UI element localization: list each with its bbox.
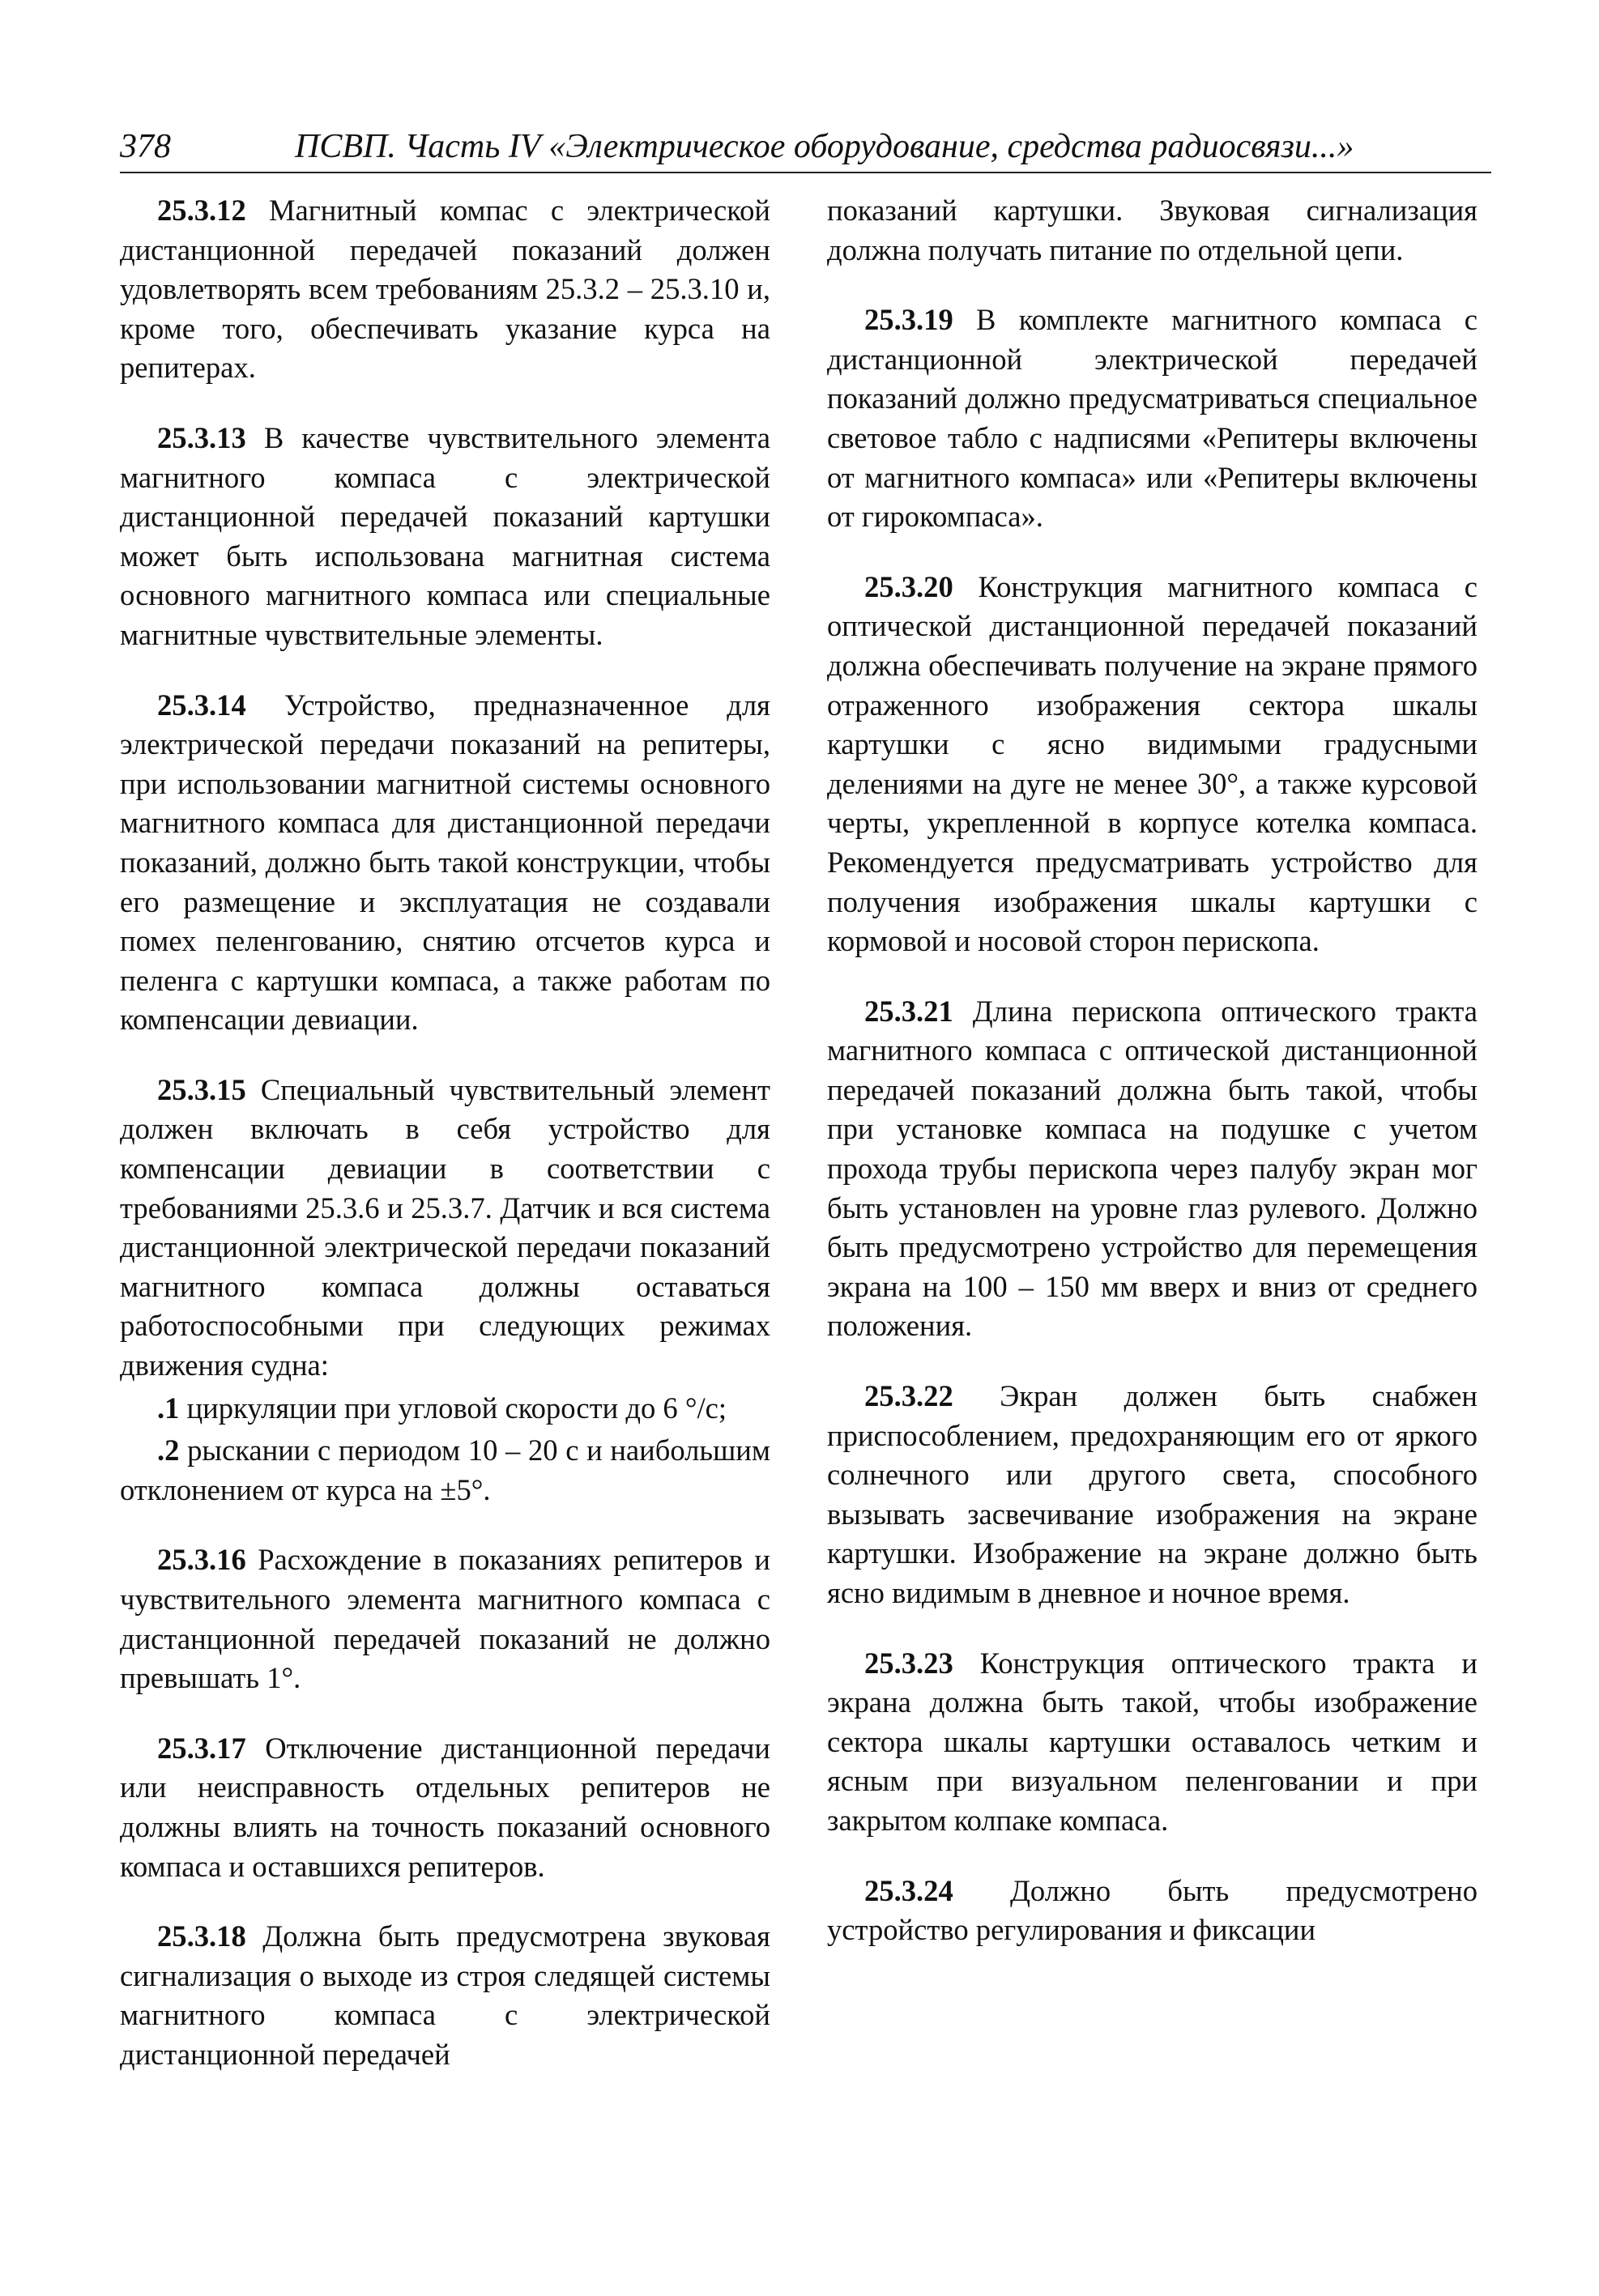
clause-number: 25.3.18 (157, 1919, 246, 1953)
list-item-2 (120, 1431, 770, 1510)
running-title: ПСВП. Часть IV «Электрическое оборудование, средства радиосвязи...» (295, 128, 1354, 165)
clause-number: 25.3.12 (157, 194, 246, 227)
clause-number: 25.3.19 (864, 303, 953, 337)
clause-number: 25.3.13 (157, 420, 246, 454)
clause-25-3-24 (827, 1872, 1477, 1950)
clause-text: показаний картушки. Звуковая сигнализация должна получать питание по отдельной цепи. (827, 194, 1477, 266)
clause-text: Экран должен быть снабжен приспособлением, предохраняющим его от яркого солнечного или другого света, способного вызывать засвечивание изображения на экране картушки. Изображение на экране должно быть ясно видимым в дневное и ночное время. (827, 1379, 1477, 1609)
list-item-text: рыскании с периодом 10 – 20 с и наибольшим отклонением от курса на ±5°. (120, 1433, 770, 1506)
list-item-text: циркуляции при угловой скорости до 6 °/с; (179, 1391, 727, 1425)
list-item-1 (120, 1389, 770, 1429)
page-number: 378 (120, 128, 171, 165)
left-column (120, 191, 770, 2106)
clause-25-3-21 (827, 992, 1477, 1346)
clause-25-3-17 (120, 1729, 770, 1886)
clause-text: Длина перископа оптического тракта магнитного компаса с оптической дистанционной передачей показаний должна быть такой, чтобы при установке компаса на подушке с учетом прохода трубы перископа через палубу экран мог быть установлен на уровне глаз рулевого. Должно быть предусмотрено устройство для перемещения экрана на 100 – 150 мм вверх и вниз от среднего положения. (827, 994, 1477, 1343)
clause-25-3-19 (827, 300, 1477, 537)
clause-number: 25.3.16 (157, 1543, 246, 1577)
clause-text: Должно быть предусмотрено устройство регулирования и фиксации (827, 1873, 1477, 1947)
clause-text: Устройство, предназначенное для электрической передачи показаний на репитеры, при использовании магнитной системы основного магнитного компаса для дистанционной передачи показаний, должно быть такой конструкции, чтобы его размещение и эксплуатация не создавали помех пеленгованию, снятию отсчетов курса и пеленга с картушки компаса, а также работам по компенсации девиации. (120, 688, 770, 1037)
page-header (120, 121, 1491, 172)
clause-25-3-12 (120, 191, 770, 388)
clause-number: 25.3.15 (157, 1072, 246, 1106)
clause-text: Специальный чувствительный элемент должен включать в себя устройство для компенсации девиации в соответствии с требованиями 25.3.6 и 25.3.7. Датчик и вся система дистанционной электрической передачи показаний магнитного компаса должны оставаться работоспособными при следующих режимах движения судна: (120, 1072, 770, 1382)
clause-text: Расхождение в показаниях репитеров и чувствительного элемента магнитного компаса с дистанционной передачей показаний не должно превышать 1°. (120, 1543, 770, 1695)
list-item-number: .1 (157, 1391, 180, 1425)
clause-25-3-15 (120, 1071, 770, 1386)
clause-number: 25.3.17 (157, 1731, 246, 1765)
clause-text: В качестве чувствительного элемента магнитного компаса с электрической дистанционной передачей показаний картушки может быть использована магнитная система основного магнитного компаса или специальные магнитные чувствительные элементы. (120, 420, 770, 651)
list-item-number: .2 (157, 1433, 180, 1467)
clause-25-3-14 (120, 686, 770, 1040)
clause-25-3-16 (120, 1540, 770, 1698)
clause-text: В комплекте магнитного компаса с дистанционной электрической передачей показаний должно предусматриваться специальное световое табло с надписями «Репитеры включены от магнитного компаса» или «Репитеры включены от гирокомпаса». (827, 303, 1477, 534)
clause-text: Конструкция оптического тракта и экрана должна быть такой, чтобы изображение сектора шкалы картушки оставалось четким и ясным при визуальном пеленговании и при закрытом колпаке компаса. (827, 1646, 1477, 1837)
clause-text: Отключение дистанционной передачи или неисправность отдельных репитеров не должны влиять на точность показаний основного компаса и оставшихся репитеров. (120, 1731, 770, 1883)
clause-number: 25.3.20 (864, 569, 953, 603)
right-column (827, 191, 1477, 1981)
clause-25-3-23 (827, 1644, 1477, 1841)
clause-text: Конструкция магнитного компаса с оптической дистанционной передачей показаний должна обеспечивать получение на экране прямого отраженного изображения сектора шкалы картушки с ясно видимыми градусными делениями на дуге не менее 30°, а также курсовой черты, укрепленной в корпусе котелка компаса. Рекомендуется предусматривать устройство для получения изображения шкалы картушки с кормовой и носовой сторон перископа. (827, 569, 1477, 958)
clause-number: 25.3.14 (157, 688, 246, 722)
clause-number: 25.3.21 (864, 994, 953, 1028)
clause-number: 25.3.23 (864, 1646, 953, 1680)
clause-25-3-20 (827, 568, 1477, 961)
clause-number: 25.3.22 (864, 1379, 953, 1413)
clause-25-3-22 (827, 1377, 1477, 1613)
clause-25-3-18-continued (827, 191, 1477, 270)
clause-number: 25.3.24 (864, 1873, 953, 1907)
clause-text: Должна быть предусмотрена звуковая сигнализация о выходе из строя следящей системы магнитного компаса с электрической дистанционной передачей (120, 1919, 770, 2071)
header-rule (120, 172, 1491, 173)
clause-25-3-13 (120, 419, 770, 655)
clause-25-3-18 (120, 1917, 770, 2074)
clause-text: Магнитный компас с электрической дистанционной передачей показаний должен удовлетворять всем требованиям 25.3.2 – 25.3.10 и, кроме того, обеспечивать указание курса на репитерах. (120, 194, 770, 385)
